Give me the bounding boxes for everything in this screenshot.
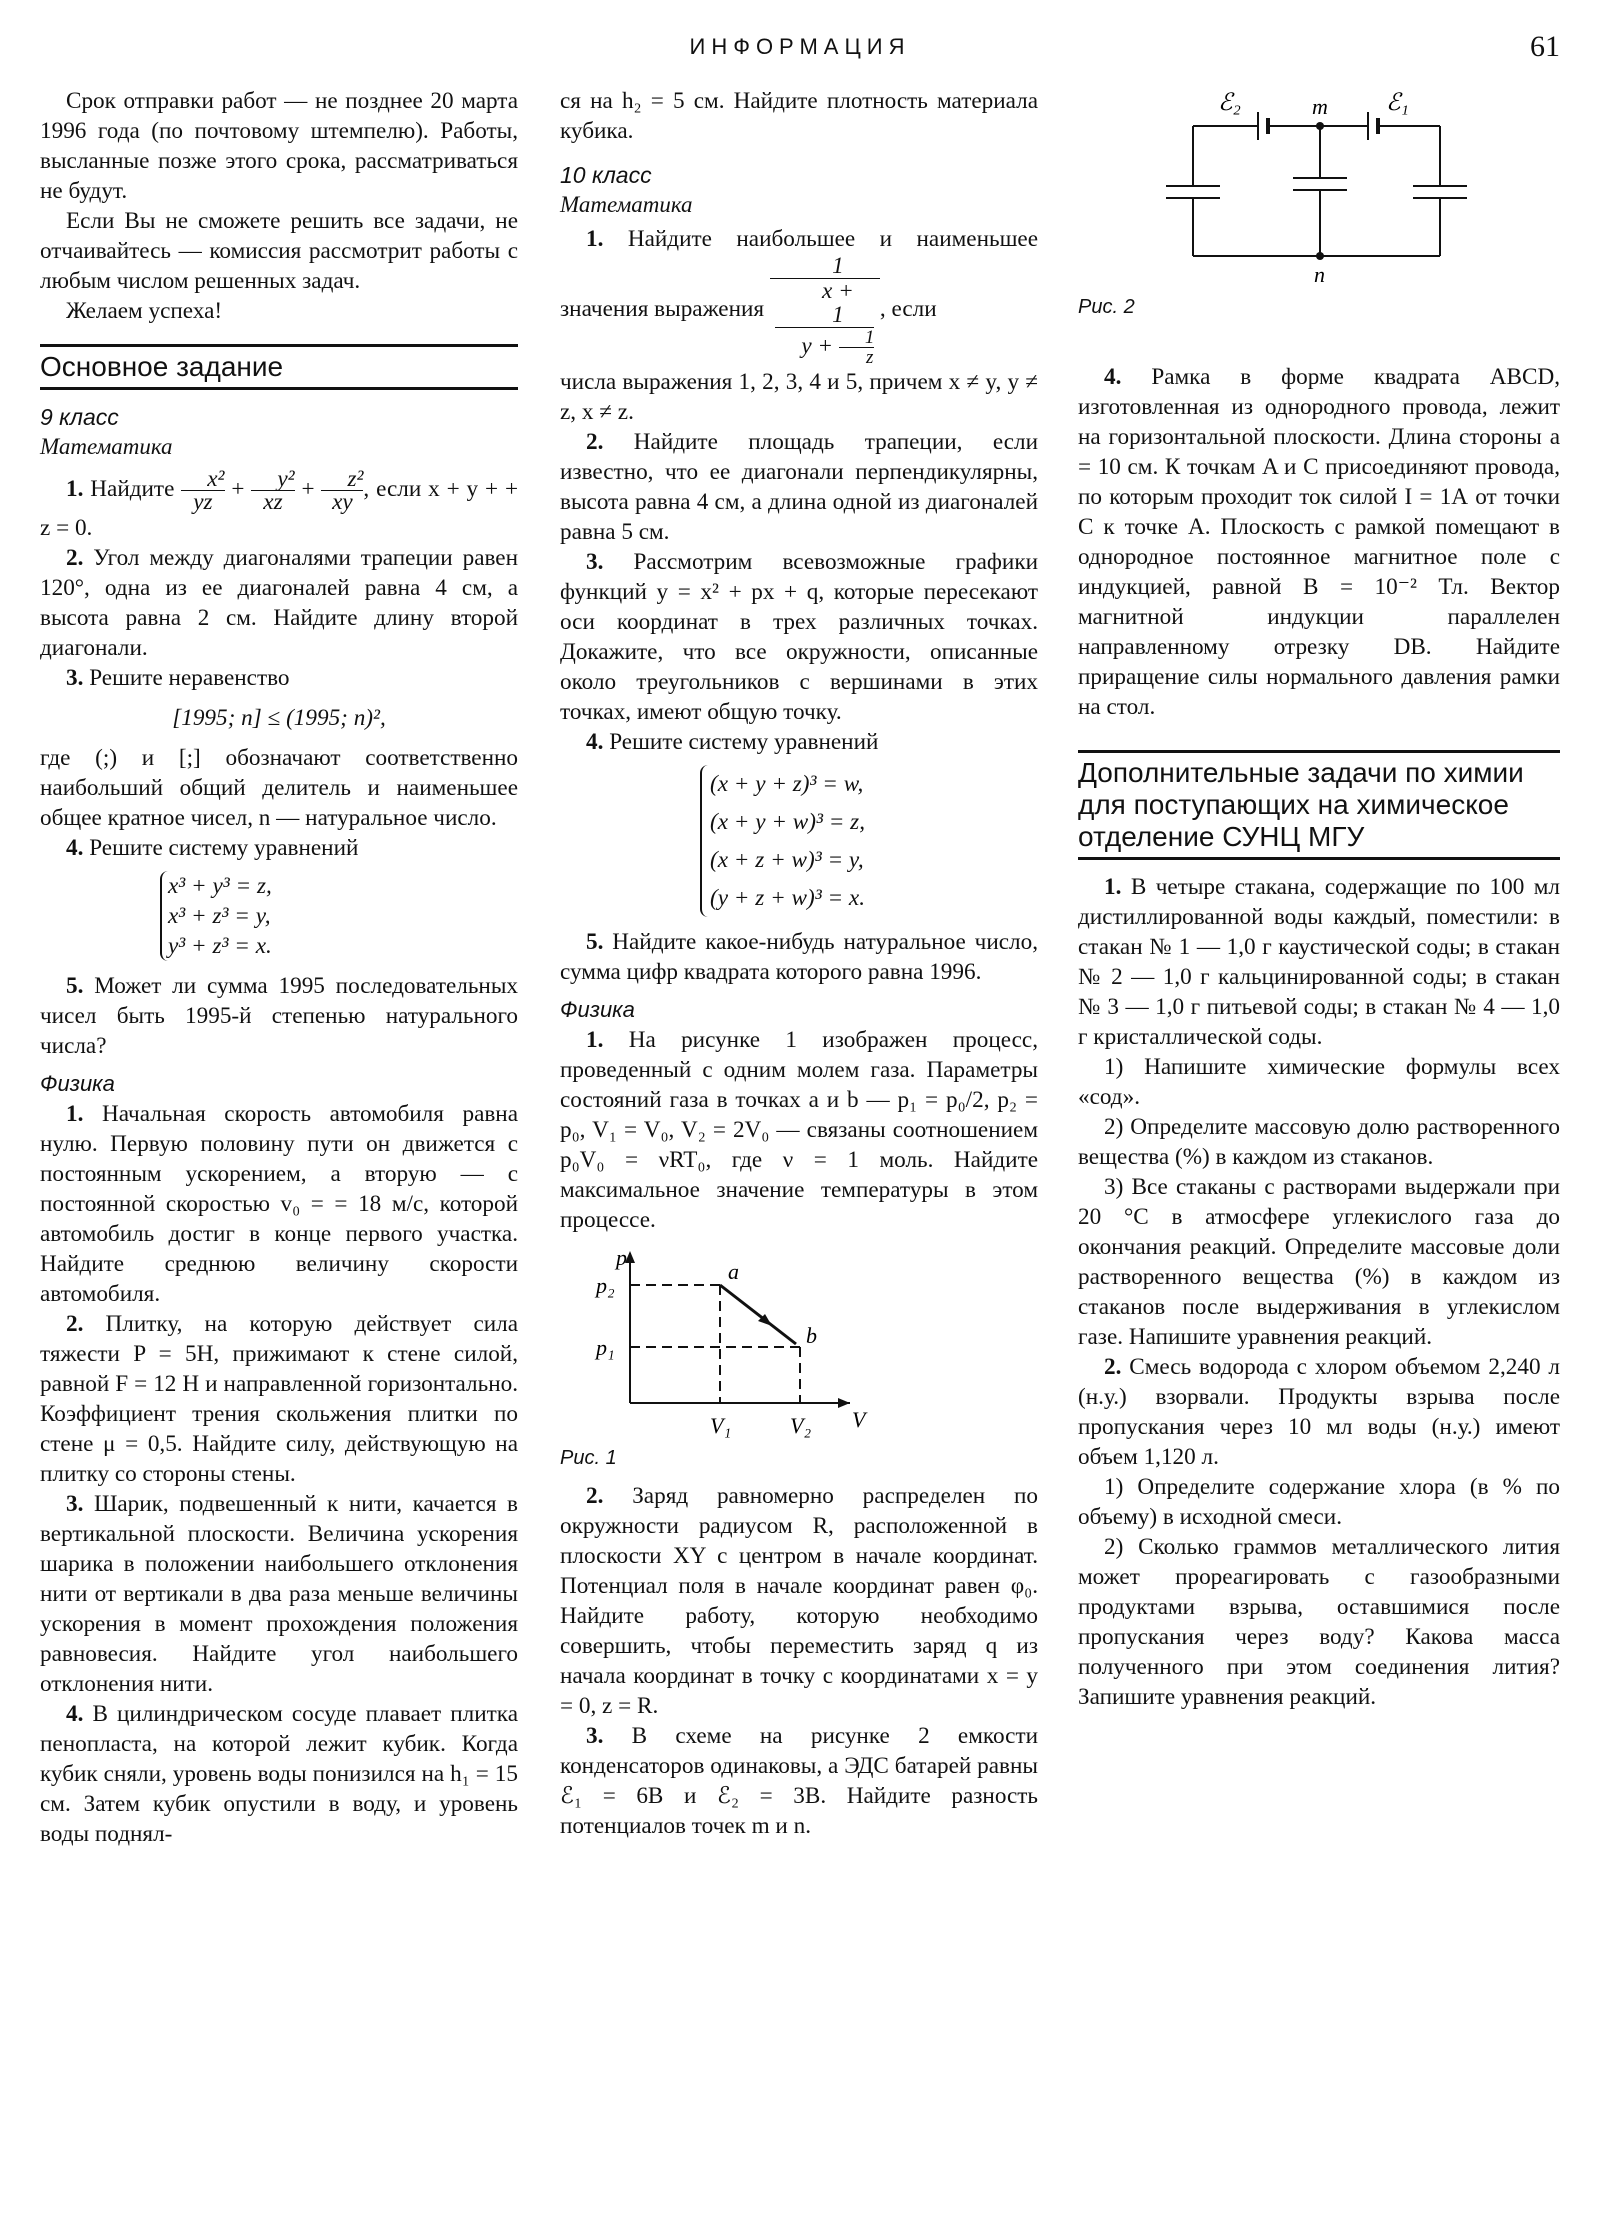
problem-phys10-1: 1. На рисунке 1 изображен процесс, проведенный с одним молем газа. Параметры состояний газа в точках a и b — p₁ = p₀/2, p₂ = p₀, V₁ = V₀, V₂ = 2V₀ — связаны соотношением p₀V₀ = νRT₀, где ν = 1 моль. Найдите максимальное значение температуры в этом процессе. (560, 1027, 1038, 1233)
problem-chem-1-q1: 1) Напишите химические формулы всех «сод». (1078, 1054, 1560, 1110)
tick-v1: V₁ (710, 1413, 732, 1438)
problem-math9-4: 4. Решите систему уравнений (66, 835, 359, 861)
column-3 (1078, 86, 1560, 1712)
emf-1-label: ℰ₁ (1386, 90, 1409, 116)
subject-physics-9: Физика (40, 1071, 115, 1096)
column-1 (40, 86, 518, 1849)
wish-text: Желаем успеха! (66, 298, 223, 324)
problem-math10-4: 4. Решите систему уравнений (586, 729, 879, 755)
section-heading-chemistry: Дополнительные задачи по химии для поступающих на химическое отделение СУНЦ МГУ (1078, 750, 1560, 860)
problem-phys9-2: 2. Плитку, на которую действует сила тяжести P = 5Н, прижимают к стене силой, равной F = 12 Н и направленной горизонтально. Коэффициент трения скольжения плитки по стене μ = 0,5. Найдите силу, действующую на плитку со стороны стены. (40, 1311, 519, 1487)
subject-math-10: Математика (560, 192, 693, 217)
problem-math10-1: 1. Найдите наибольшее и наименьшее значения выражения 1 x + 1 y + $\frac{1}{z}$ , если (560, 226, 1039, 368)
tick-v2: V₂ (790, 1413, 812, 1438)
problem-math9-3: 3. Решите неравенство (66, 665, 290, 691)
formula-inequality: [1995; n] ≤ (1995; n)², (172, 705, 386, 731)
figure-1-caption: Рис. 1 (560, 1447, 617, 1469)
axis-p-label: p (616, 1245, 627, 1270)
intro-paragraph: Срок отправки работ — не позднее 20 марта 1996 года (по почтовому штемпелю). Работы, высланные позже этого срока, рассматриваться не будут. (40, 88, 518, 204)
problem-chem-2: 2. Смесь водорода с хлором объемом 2,240 л (н.у.) взорвали. Продукты взрыва после пропускания через 10 мл воды (н.у.) имеют объем 1,120 л. (1078, 1354, 1560, 1470)
axis-v-label: V (852, 1407, 866, 1432)
section-heading-main: Основное задание (40, 344, 518, 390)
equation-system-9: x³ + y³ = z, x³ + z³ = y, y³ + z³ = x. (40, 871, 518, 961)
problem-math10-5: 5. Найдите какое-нибудь натуральное число, сумма цифр квадрата которого равна 1996. (560, 929, 1039, 985)
node-m-label: m (1312, 94, 1328, 119)
problem-math10-2: 2. Найдите площадь трапеции, если известно, что ее диагонали перпендикулярны, высота равна 4 см, а длина одной из диагоналей равна 5 см. (560, 429, 1038, 545)
figure-2-circuit (1078, 86, 1560, 286)
problem-math10-3: 3. Рассмотрим всевозможные графики функций y = x² + px + q, которые пересекают оси координат в трех различных точках. Докажите, что все окружности, описанные около треугольников с вершинами в этих точках, имеют общую точку. (560, 549, 1039, 725)
problem-math9-1: 1. Найдите $\frac{\text{x²}}{yz}$ + $\frac{\text{y²}}{xz}$ + $\frac{\text{z²}}{xy}$, если x + y + + z = 0. (40, 466, 519, 541)
running-title: ИНФОРМАЦИЯ (689, 34, 911, 59)
figure-1-pv-diagram (560, 1243, 1038, 1443)
problem-chem-1: 1. В четыре стакана, содержащие по 100 мл дистиллированной воды каждый, поместили: в стакан № 1 — 1,0 г каустической соды; в стакан № 2 — 1,0 г кальцинированной соды; в стакан № 3 — 1,0 г питьевой соды; в стакан № 4 — 1,0 г кристаллической соды. (1078, 874, 1560, 1050)
emf-2-label: ℰ₂ (1218, 90, 1241, 116)
problem-phys9-3: 3. Шарик, подвешенный к нити, качается в вертикальной плоскости. Величина ускорения шарика в положении наибольшего отклонения нити от вертикали в два раза меньше величины ускорения в момент прохождения положения равновесия. Найдите угол наибольшего отклонения нити. (40, 1491, 519, 1697)
subject-physics-10: Физика (560, 997, 635, 1022)
problem-math9-5: 5. Может ли сумма 1995 последовательных чисел быть 1995-й степенью натурального числа? (40, 973, 518, 1059)
problem-phys9-4: 4. В цилиндрическом сосуде плавает плитка пенопласта, на которой лежит кубик. Когда кубик сняли, уровень воды понизился на h₁ = 15 см. Затем кубик опустили в воду, и уровень воды поднял- (40, 1701, 518, 1847)
problem-phys10-2: 2. Заряд равномерно распределен по окружности радиусом R, расположенной в плоскости XY с центром в начале координат. Потенциал поля в начале координат равен φ₀. Найдите работу, которую необходимо совершить, чтобы переместить заряд q из начала координат в точку с координатами x = y = 0, z = R. (560, 1483, 1039, 1719)
problem-phys10-4: 4. Рамка в форме квадрата ABCD, изготовленная из однородного провода, лежит на горизонтальной плоскости. Длина стороны a = 10 см. К точкам A и C присоединяют провода, по которым проходит ток силой I = 1А от точки C к точке A. Плоскость с рамкой помещают в однородное постоянное магнитное поле с индукцией, равной B = 10⁻² Тл. Вектор магнитной индукции параллелен направленному отрезку DB. Найдите приращение силы нормального давления рамки на стол. (1078, 364, 1561, 720)
tick-p1: p₁ (596, 1335, 615, 1360)
point-b-label: b (806, 1323, 817, 1348)
subject-math-9: Математика (40, 434, 173, 459)
equation-system-10: (x + y + z)³ = w, (x + y + w)³ = z, (x + z + w)³ = y, (y + z + w)³ = x. (560, 765, 1038, 917)
page-number: 61 (1530, 30, 1560, 63)
point-a-label: a (728, 1259, 739, 1284)
grade-heading-9: 9 класс (40, 404, 119, 430)
problem-math10-1-tail: числа выражения 1, 2, 3, 4 и 5, причем x ≠ y, y ≠ z, x ≠ z. (560, 369, 1038, 425)
grade-heading-10: 10 класс (560, 162, 652, 188)
problem-chem-2-q1: 1) Определите содержание хлора (в % по объему) в исходной смеси. (1078, 1474, 1560, 1530)
problem-phys9-4-continued: ся на h₂ = 5 см. Найдите плотность материала кубика. (560, 88, 1038, 144)
problem-chem-1-q2: 2) Определите массовую долю растворенного вещества (%) в каждом из стаканов. (1078, 1114, 1560, 1170)
problem-math9-2: 2. Угол между диагоналями трапеции равен 120°, одна из ее диагоналей равна 4 см, а высота равна 2 см. Найдите длину второй диагонали. (40, 545, 519, 661)
tick-p2: p₂ (596, 1273, 615, 1298)
node-n-label: n (1314, 262, 1325, 286)
column-2 (560, 86, 1038, 1841)
problem-chem-2-q2: 2) Сколько граммов металлического лития может прореагировать с газообразными продуктами взрыва, оставшимися после пропускания через воду? Какова масса полученного при этом соединения лития? Запишите уравнения реакций. (1078, 1534, 1560, 1710)
problem-phys10-3: 3. В схеме на рисунке 2 емкости конденсаторов одинаковы, а ЭДС батарей равны ℰ₁ = 6В и ℰ₂ = 3В. Найдите разность потенциалов точек m и n. (560, 1723, 1038, 1839)
page-header (0, 30, 1600, 70)
figure-2-caption: Рис. 2 (1078, 296, 1135, 318)
problem-math9-3-explanation: где (;) и [;] обозначают соответственно наибольший общий делитель и наименьшее общее кратное чисел, n — натуральное число. (40, 745, 518, 831)
intro-paragraph-2: Если Вы не сможете решить все задачи, не отчаивайтесь — комиссия рассмотрит работы с любым числом решенных задач. (40, 208, 518, 294)
problem-chem-1-q3: 3) Все стаканы с растворами выдержали при 20 °С в атмосфере углекислого газа до окончания реакций. Определите массовые доли растворенного вещества (%) в каждом из стаканов после выдерживания в углекислом газе. Напишите уравнения реакций. (1078, 1174, 1560, 1350)
problem-phys9-1: 1. Начальная скорость автомобиля равна нулю. Первую половину пути он движется с постоянным ускорением, а вторую — с постоянной скоростью v₀ = = 18 м/с, которой автомобиль достиг в конце первого участка. Найдите среднюю величину скорости автомобиля. (40, 1101, 519, 1307)
nested-fraction: 1 x + 1 y + $\frac{1}{z}$ (770, 254, 880, 367)
